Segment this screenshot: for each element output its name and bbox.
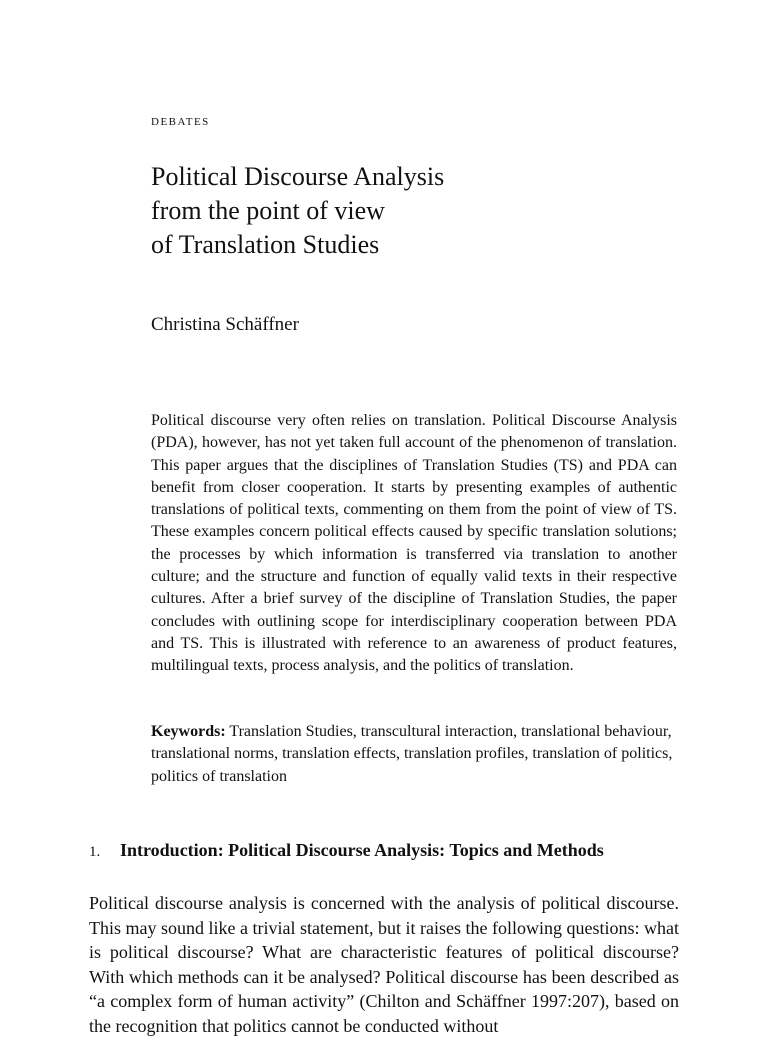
- abstract: Political discourse very often relies on translation. Political Discourse Analysis (PDA), however, has not yet taken full account of the phenomenon of translation. This paper argues that the disciplines of Translation Studies (TS) and PDA can benefit from closer cooperation. It starts by presenting examples of authentic translations of political texts, commenting on them from the point of view of TS. These examples concern political effects caused by specific translation solutions; the processes by which information is transferred via translation to another culture; and the structure and function of equally valid texts in their respective cultures. After a brief survey of the discipline of Translation Studies, the paper concludes with outlining scope for interdisciplinary cooperation between PDA and TS. This is illustrated with reference to an awareness of product features, multilingual texts, process analysis, and the politics of translation.: [151, 412, 677, 675]
- title-line-2: from the point of view: [151, 196, 385, 225]
- title-line-3: of Translation Studies: [151, 230, 380, 259]
- article-title: [151, 160, 671, 262]
- section-title: Introduction: Political Discourse Analysis: Topics and Methods: [120, 840, 604, 860]
- section-number: 1.: [89, 844, 101, 860]
- keywords-label: Keywords:: [151, 723, 226, 740]
- title-line-1: Political Discourse Analysis: [151, 162, 445, 191]
- section-label: debates: [151, 113, 210, 129]
- author-name: Christina Schäffner: [151, 314, 299, 335]
- section-heading: [89, 840, 604, 861]
- keywords-text: Translation Studies, transcultural interaction, translational behaviour, translational norms, translation effects, translation profiles, translation of politics, politics of translation: [151, 723, 673, 785]
- body-paragraph: Political discourse analysis is concerned with the analysis of political discourse. This may sound like a trivial statement, but it raises the following questions: what is political discourse? What are characteristic features of political discourse? With which methods can it be analysed? Political discourse has been described as “a complex form of human activity” (Chilton and Schäffner 1997:207), based on the recognition that politics cannot be conducted without: [89, 893, 679, 1036]
- keywords: [151, 721, 677, 788]
